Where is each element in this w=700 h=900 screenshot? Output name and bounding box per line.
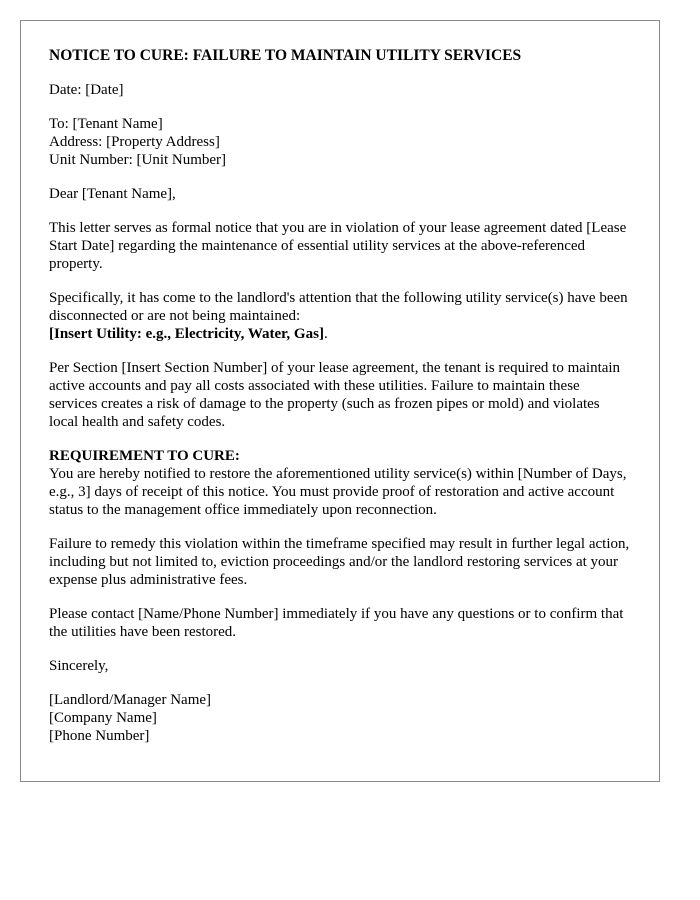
- utility-placeholder: [Insert Utility: e.g., Electricity, Water, Gas]: [49, 326, 324, 342]
- salutation: Dear [Tenant Name],: [49, 186, 176, 202]
- paragraph-specific-text: Specifically, it has come to the landlord's attention that the following utility service(s) have been disconnected or are not being maintained:: [49, 290, 628, 324]
- paragraph-intro: This letter serves as formal notice that you are in violation of your lease agreement dated [Lease Start Date] regarding the maintenance of essential utility services at the above-referenced property.: [49, 220, 627, 272]
- recipient-unit: Unit Number: [Unit Number]: [49, 152, 227, 168]
- closing: Sincerely,: [49, 658, 109, 674]
- signature-phone: [Phone Number]: [49, 728, 150, 744]
- paragraph-contact: Please contact [Name/Phone Number] immediately if you have any questions or to confirm that the utilities have been restored.: [49, 606, 624, 640]
- recipient-block: [49, 115, 631, 169]
- requirement-block: [49, 447, 631, 519]
- paragraph-section: Per Section [Insert Section Number] of your lease agreement, the tenant is required to maintain active accounts and pay all costs associated with these utilities. Failure to maintain these services creates a risk of damage to the property (such as frozen pipes or mold) and violates local health and safety codes.: [49, 360, 621, 430]
- requirement-text: You are hereby notified to restore the aforementioned utility service(s) within [Number of Days, e.g., 3] days of receipt of this notice. You must provide proof of restoration and active account status to the management office immediately upon reconnection.: [49, 466, 627, 518]
- paragraph-failure: Failure to remedy this violation within the timeframe specified may result in further legal action, including but not limited to, eviction proceedings and/or the landlord restoring services at your expense plus administrative fees.: [49, 536, 630, 588]
- notice-document: [20, 20, 660, 782]
- utility-suffix: .: [323, 326, 328, 342]
- requirement-heading: REQUIREMENT TO CURE:: [49, 448, 240, 464]
- document-title: NOTICE TO CURE: FAILURE TO MAINTAIN UTILITY SERVICES: [49, 47, 522, 64]
- paragraph-specific: [49, 289, 631, 343]
- date-line: Date: [Date]: [49, 82, 124, 98]
- recipient-address: Address: [Property Address]: [49, 134, 220, 150]
- recipient-to: To: [Tenant Name]: [49, 116, 163, 132]
- signature-name: [Landlord/Manager Name]: [49, 692, 212, 708]
- signature-block: [49, 691, 631, 745]
- signature-company: [Company Name]: [49, 710, 157, 726]
